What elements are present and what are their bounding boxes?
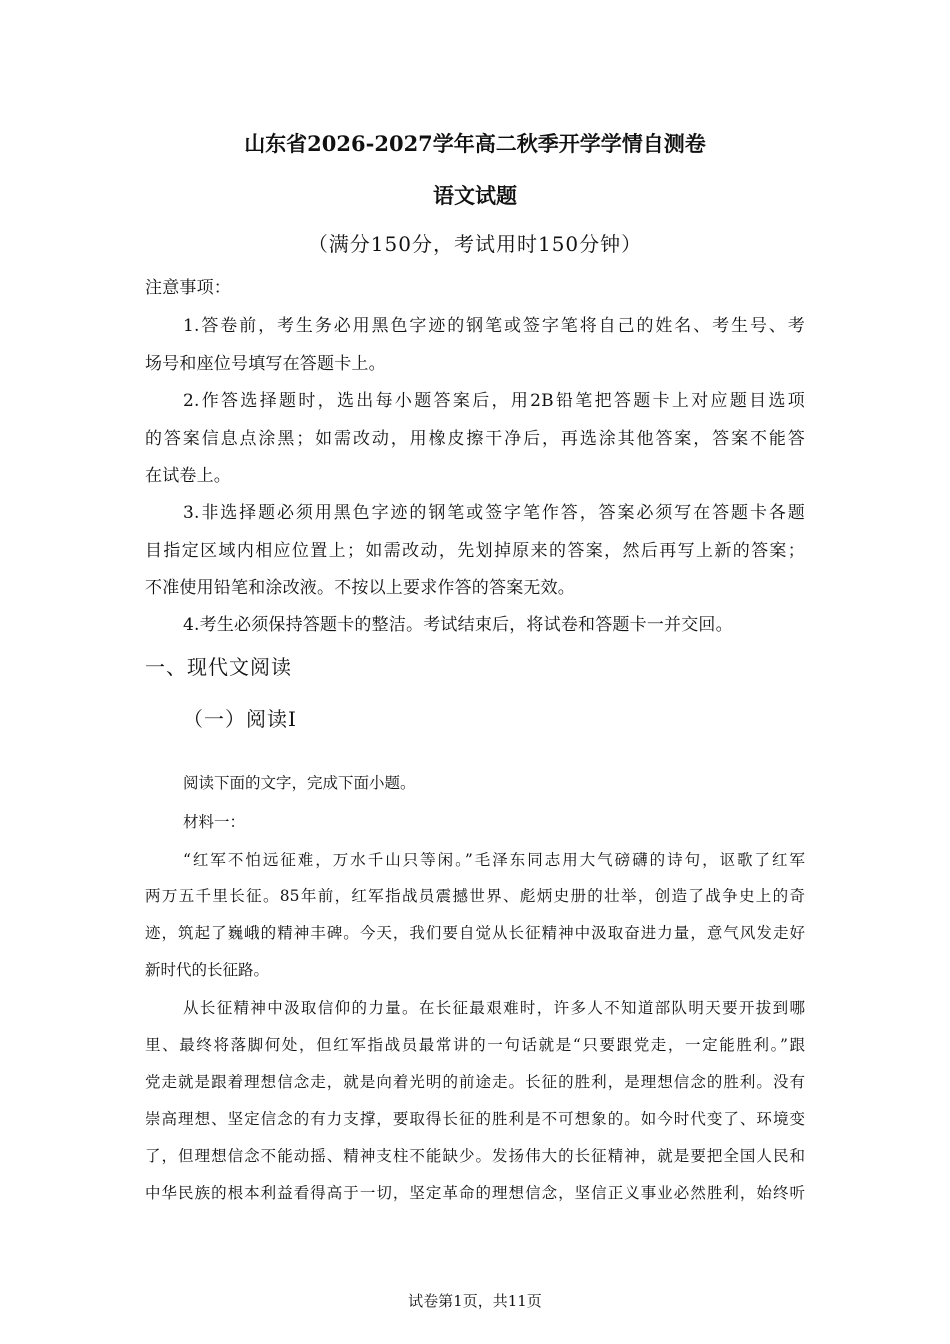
paragraph-1-line-4: 新时代的长征路。 — [145, 961, 270, 979]
paragraph-2-line-2: 里、最终将落脚何处，但红军指战员最常讲的一句话就是“只要跟党走，一定能胜利。”跟 — [145, 1036, 805, 1054]
paragraph-2-line-3: 党走就是跟着理想信念走，就是向着光明的前途走。长征的胜利，是理想信念的胜利。没有 — [145, 1073, 805, 1091]
subject-title: 语文试题 — [433, 183, 517, 208]
exam-title: 山东省2026-2027学年高二秋季开学学情自测卷 — [244, 131, 706, 156]
paragraph-1-line-2: 两万五千里长征。85年前，红军指战员震撼世界、彪炳史册的壮举，创造了战争史上的奇 — [145, 887, 805, 905]
notice-item-2-line-1: 2.作答选择题时，选出每小题答案后，用2B铅笔把答题卡上对应题目选项 — [183, 391, 805, 411]
section-heading: 一、现代文阅读 — [145, 655, 292, 679]
reading-instruction: 阅读下面的文字，完成下面小题。 — [183, 774, 416, 792]
notice-heading: 注意事项： — [145, 278, 231, 298]
paragraph-2-line-4: 崇高理想、坚定信念的有力支撑，要取得长征的胜利是不可想象的。如今时代变了、环境变 — [145, 1110, 805, 1128]
notice-item-3-line-2: 目指定区域内相应位置上；如需改动，先划掉原来的答案，然后再写上新的答案； — [145, 541, 805, 561]
notice-item-1-line-2: 场号和座位号填写在答题卡上。 — [145, 354, 386, 374]
paragraph-1-line-3: 迹，筑起了巍峨的精神丰碑。今天，我们要自觉从长征精神中汲取奋进力量，意气风发走好 — [145, 924, 805, 942]
exam-info: （满分150分，考试用时150分钟） — [307, 232, 643, 256]
page-footer: 试卷第1页，共11页 — [408, 1292, 542, 1310]
paragraph-2-line-5: 了，但理想信念不能动摇、精神支柱不能缺少。发扬伟大的长征精神，就是要把全国人民和 — [145, 1147, 805, 1165]
material-label: 材料一： — [183, 813, 246, 831]
notice-item-3-line-3: 不准使用铅笔和涂改液。不按以上要求作答的答案无效。 — [145, 578, 575, 598]
subsection-heading: （一）阅读Ⅰ — [183, 707, 297, 731]
notice-item-2-line-3: 在试卷上。 — [145, 466, 231, 486]
notice-item-1-line-1: 1.答卷前，考生务必用黑色字迹的钢笔或签字笔将自己的姓名、考生号、考 — [183, 316, 805, 336]
paragraph-1-line-1: “红军不怕远征难，万水千山只等闲。”毛泽东同志用大气磅礴的诗句，讴歌了红军 — [183, 851, 805, 869]
paragraph-2-line-1: 从长征精神中汲取信仰的力量。在长征最艰难时，许多人不知道部队明天要开拔到哪 — [183, 999, 805, 1017]
notice-item-4-line-1: 4.考生必须保持答题卡的整洁。考试结束后，将试卷和答题卡一并交回。 — [183, 615, 733, 635]
paragraph-2-line-6: 中华民族的根本利益看得高于一切，坚定革命的理想信念，坚信正义事业必然胜利，始终听 — [145, 1184, 805, 1202]
notice-item-2-line-2: 的答案信息点涂黑；如需改动，用橡皮擦干净后，再选涂其他答案，答案不能答 — [145, 429, 805, 449]
notice-item-3-line-1: 3.非选择题必须用黑色字迹的钢笔或签字笔作答，答案必须写在答题卡各题 — [183, 503, 805, 523]
